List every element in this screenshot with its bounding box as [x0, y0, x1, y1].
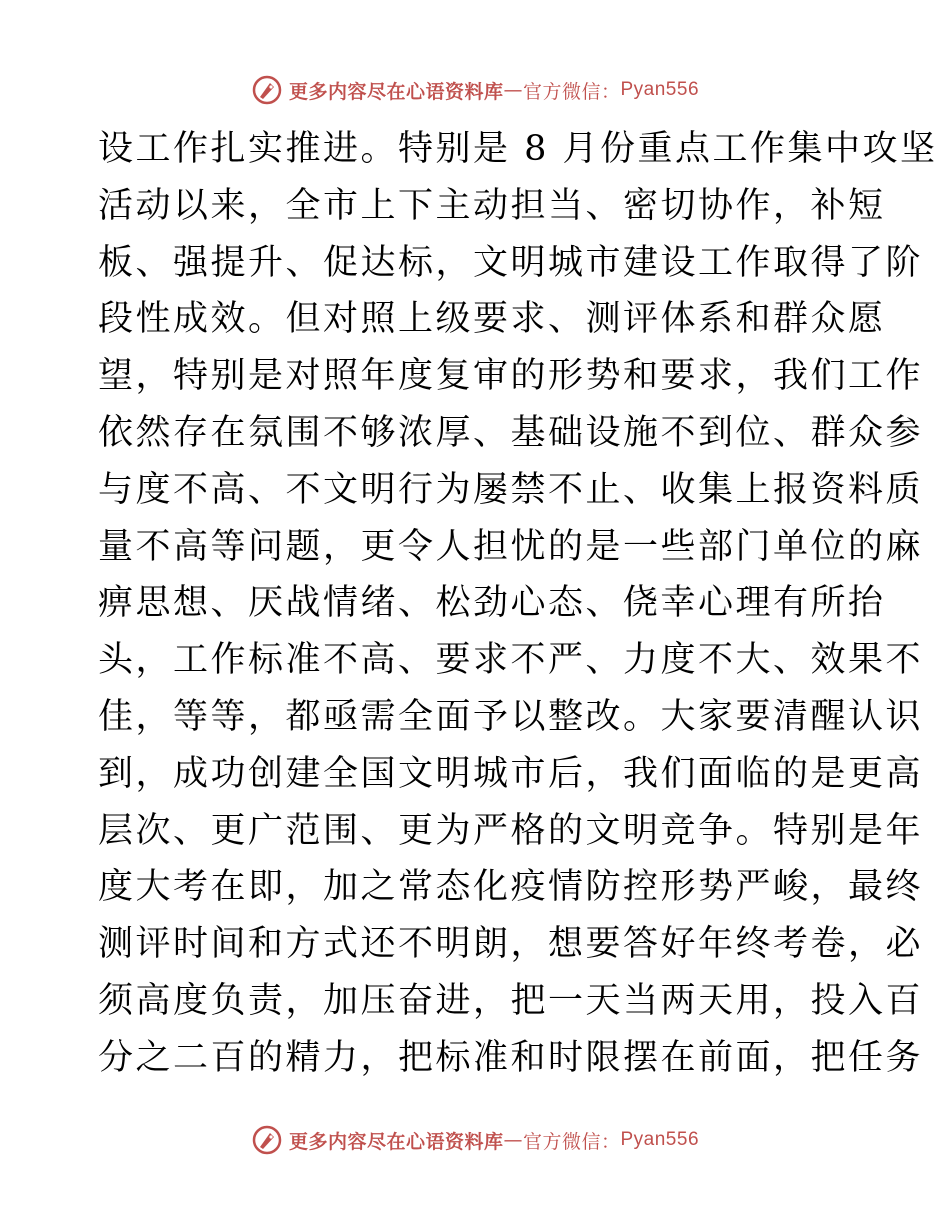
watermark-wechat-id: Pyan556	[620, 1129, 700, 1150]
text-line: 度大考在即，加之常态化疫情防控形势严峻，最终	[98, 867, 924, 908]
watermark-main-text: 更多内容尽在心语资料库	[288, 1130, 504, 1153]
header-watermark	[0, 70, 950, 110]
watermark-dash: —	[503, 79, 523, 101]
text-line: 望，特别是对照年度复审的形势和要求，我们工作	[98, 356, 924, 397]
text-line: 痹思想、厌战情绪、松劲心态、侥幸心理有所抬	[98, 583, 886, 624]
text-line: 依然存在氛围不够浓厚、基础设施不到位、群众参	[98, 412, 924, 453]
text-line: 层次、更广范围、更为严格的文明竞争。特别是年	[98, 810, 924, 851]
text-line: 须高度负责，加压奋进，把一天当两天用，投入百	[98, 980, 924, 1021]
text-line: 段性成效。但对照上级要求、测评体系和群众愿	[98, 299, 886, 340]
watermark-sub-text: 官方微信：	[522, 1130, 621, 1153]
watermark-sub-text: 官方微信：	[522, 80, 621, 103]
text-line: 佳，等等，都亟需全面予以整改。大家要清醒认识	[98, 696, 924, 737]
text-line: 量不高等问题，更令人担忧的是一些部门单位的麻	[98, 526, 924, 567]
watermark-wechat-id: Pyan556	[620, 79, 700, 100]
document-body	[98, 124, 938, 1090]
footer-watermark	[0, 1120, 950, 1160]
text-line: 头，工作标准不高、要求不严、力度不大、效果不	[98, 640, 924, 681]
text-line: 设工作扎实推进。特别是 8 月份重点工作集中攻坚	[98, 129, 938, 169]
pen-nib-icon	[251, 74, 283, 106]
text-line: 分之二百的精力，把标准和时限摆在前面，把任务	[98, 1037, 924, 1078]
watermark-main-text: 更多内容尽在心语资料库	[288, 80, 504, 103]
text-line: 活动以来，全市上下主动担当、密切协作，补短	[98, 185, 886, 226]
text-line: 与度不高、不文明行为屡禁不止、收集上报资料质	[98, 469, 924, 510]
text-line: 测评时间和方式还不明朗，想要答好年终考卷，必	[98, 924, 924, 965]
text-line: 板、强提升、促达标，文明城市建设工作取得了阶	[98, 242, 924, 283]
text-line: 到，成功创建全国文明城市后，我们面临的是更高	[98, 753, 924, 794]
watermark-dash: —	[503, 1129, 523, 1151]
pen-nib-icon	[251, 1124, 283, 1156]
